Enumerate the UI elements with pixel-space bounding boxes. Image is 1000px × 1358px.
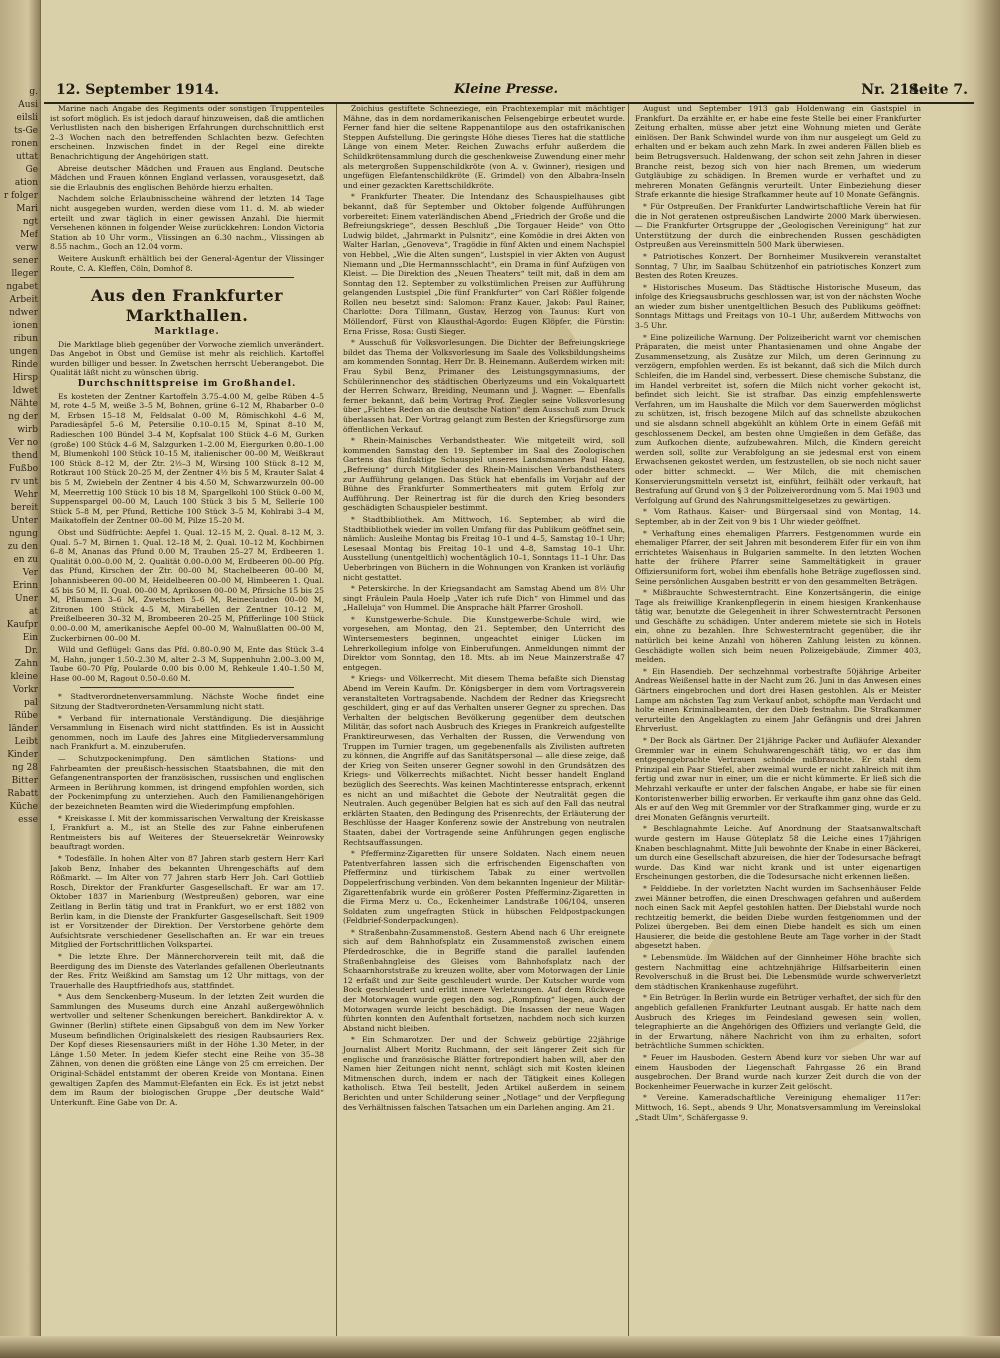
news-item: August und September 1913 gab Holdenwang ein Gastspiel in Frankfurt. Da erzählte er, er habe eine feste Stelle bei einer Frankfurter Zeitung erhalten, müsse aber jetzt eine Wohnung mieten und Geräte einlösen. Der Bank Schwindel wurde von ihm nur ausgelegt um Geld zu erhalten und er bekam auch zehn Mark. In zwei anderen Fällen blieb es beim Betrugsversuch. Haldenwang, der schon seit zehn Jahren in dieser Branche reist, bezog sich von hier nach Bremen, um wiederum Gutgläubige zu schädigen. In Bremen wurde er verhaftet und zu mehreren Monaten Gefängnis verurteilt. Unter Einbeziehung dieser Strafe erkannte die hiesige Strafkammer heute auf 10 Monate Gefängnis. xyxy=(635,104,921,200)
news-item: * Die letzte Ehre. Der Männerchorverein teilt mit, daß die Beerdigung des im Dienste des Vaterlandes gefallenen Oberleutnants der Res. Fritz Weißkind am Samstag um 12 Uhr mittags, von der Trauerhalle des Hauptfriedhofs aus, stattfindet. xyxy=(50,951,324,990)
news-item: * Lebensmüde. Im Wäldchen auf der Ginnheimer Höhe brachte sich gestern Nachmittag eine achtzehnjährige Hilfsarbeiterin einen Revolverschuß in die Brust bei. Die Lebensmüde wurde schwerverletzt dem städtischen Krankenhause zugeführt. xyxy=(635,953,921,991)
cut-off-text-fragment: Zahn xyxy=(14,659,38,669)
cut-off-text-fragment: Dr. xyxy=(24,646,38,656)
news-item: * Für Ostpreußen. Der Frankfurter Landwirtschaftliche Verein hat für die in Not geratenen ostpreußischen Landwirte 2000 Mark überwiesen. — Die Frankfurter Ortsgruppe der „Geologischen Vereinigung“ hat zur Unterstützung der durch die einbrechenden Russen geschädigten Ostpreußen aus Vereinsmitteln 500 Mark überwiesen. xyxy=(635,201,921,250)
cut-off-text-fragment: Uner xyxy=(14,594,38,604)
news-item: * Verhaftung eines ehemaligen Pfarrers. Festgenommen wurde ein ehemaliger Pfarrer, der seit Jahren mit besonderem Eifer für ein von ihm errichtetes Waisenhaus in Bulgarien sammelte. In den letzten Wochen hatte der frühere Pfarrer seine Sammeltätigkeit in grauer Offiziersuniform fort, wobei ihm ebenfalls hohe Beträge zugeflossen sind. Seine persönlichen Ausgaben bestritt er von den gesammelten Beträgen. xyxy=(635,528,921,586)
news-item: * Kreiskasse I. Mit der kommissarischen Verwaltung der Kreiskasse I, Frankfurt a. M., ist an Stelle des zur Fahne einberufenen Rentmeisters bis auf Weiteres der Steuersekretär Weinrowsky beauftragt worden. xyxy=(50,813,324,852)
news-item: * Vereine. Kameradschaftliche Vereinigung ehemaliger 117er: Mittwoch, 16. Sept., abends 9 Uhr, Monatsversammlung im Vereinslokal „Stadt Ulm“, Schäfergasse 9. xyxy=(635,1093,921,1122)
news-item: * Vom Rathaus. Kaiser- und Bürgersaal sind von Montag, 14. September, ab in der Zeit von 9 bis 1 Uhr wieder geöffnet. xyxy=(635,507,921,526)
news-item: * Peterskirche. In der Kriegsandacht am Samstag Abend um 8½ Uhr singt Fräulein Paula Hoelp „Vater ich rufe Dich“ von Himmel und das „Halleluja“ von Hummel. Die Ansprache hält Pfarrer Grosholl. xyxy=(343,584,625,613)
cut-off-text-fragment: ation xyxy=(14,178,38,188)
cut-off-text-fragment: kleine xyxy=(10,672,38,682)
news-item: * Stadtverordnetenversammlung. Nächste Woche findet eine Sitzung der Stadtverordneten-Versammlung nicht statt. xyxy=(50,692,324,712)
cut-off-text-fragment: Rübe xyxy=(14,711,38,721)
news-item: * Todesfälle. In hohen Alter von 87 Jahren starb gestern Herr Karl Jakob Benz, Inhaber des bekannten Uhrengeschäfts auf dem Rößmarkt. — Im Alter von 77 Jahren starb Herr Joh. Carl Gottlieb Rosch, Direktor der Frankfurter Gasgesellschaft. Er war am 17. Oktober 1837 in Marienburg (Westpreußen) geboren, war eine Zeitlang in Berlin tätig und trat in Frankfurt, wo er erst 1882 von Berlin kam, in die Dienste der Frankfurter Gasgesellschaft. Seit 1909 ist er Vorsitzender der Direktion. Der Verstorbene gehörte dem Aufsichtsrate verschiedener Gesellschaften an. Er war ein treues Mitglied der Fortschrittlichen Volkspartei. xyxy=(50,853,324,950)
divider xyxy=(80,277,294,278)
cut-off-text-fragment: ngung xyxy=(9,529,38,539)
news-item: * Stadtbibliothek. Am Mittwoch, 16. September, ab wird die Stadtbibliothek wieder im vollen Umfang für das Publikum geöffnet sein, nämlich: Ausleihe Montag bis Freitag 10–1 und 4–5, Samstag 10–1 Uhr; Lesesaal Montag bis Freitag 10–1 und 4–8, Samstag 10–1 Uhr. Ausstellung (unentgeltlich) wochentäglich 10–1, Sonntags 11–1 Uhr. Das Ueberbringen von Büchern in die Wohnungen von Kranken ist vorläufig nicht gestattet. xyxy=(343,514,625,582)
cut-off-text-fragment: Arbeit xyxy=(9,295,38,305)
cut-off-text-fragment: at xyxy=(29,607,38,617)
cut-off-text-fragment: ungen xyxy=(9,347,38,357)
issue-number: Nr. 214. xyxy=(861,82,924,98)
news-item: * Straßenbahn-Zusammenstoß. Gestern Abend nach 6 Uhr ereignete sich auf dem Bahnhofsplatz ein Zusammenstoß zwischen einem Pferdedroschke, die in Begriffe stand die parallel laufenden Straßenbahngleise des Gleises vom Bahnhofsplatz nach der Schaarnhorststraße zu kreuzen wollte, aber vom Motorwagen der Linie 12 erfaßt und zur Seite geschleudert wurde. Der Kutscher wurde vom Bock geschleudert und erlitt innere Verletzungen. Auf dem Rückwege der Motorwagen wurde gegen den sog. „Rompfzug“ liegen, auch der Motorwagen wurde leicht beschädigt. Die Insassen der neue Wagen führten konnten den Aufenthalt fortsetzen, nachdem noch sich kurzen Abstand nicht bleiben. xyxy=(343,927,625,1033)
news-item: * Feuer im Hausboden. Gestern Abend kurz vor sieben Uhr war auf einem Hausboden der Liegenschaft Fahrgasse 26 ein Brand ausgebrochen. Der Brand wurde nach kurzer Zeit durch die von der Bockenheimer Feuerwache in kurzer Zeit gelöscht. xyxy=(635,1053,921,1091)
cut-off-text-fragment: lleger xyxy=(11,269,38,279)
cut-off-text-fragment: länder xyxy=(8,724,38,734)
column-3 xyxy=(628,104,921,1336)
article-paragraph: Marine nach Angabe des Regiments oder sonstigen Truppenteiles ist sofort möglich. Es ist jedoch darauf hinzuweisen, daß die amtlichen Verlustlisten nach den bisherigen Erfahrungen durchschnittlich erst 2–3 Wochen nach den betreffenden Schlachten bezw. Gefechten erscheinen. Inzwischen findet in der Regel eine direkte Benachrichtigung der Angehörigen statt. xyxy=(50,104,324,161)
news-item: — Schutzpockenimpfung. Den sämtlichen Stations- und Fahrbeamten der preußisch-hessischen Staatsbahnen, die mit den Gefangenentransporten der französischen, russischen und englischen Armeen in Berührung kommen, ist dringend empfohlen worden, sich der Pockenimpfung zu unterziehen. Auch den Familienangehörigen der bezeichneten Beamten wird die Wiederimpfung empfohlen. xyxy=(50,754,324,811)
cut-off-text-fragment: Ausi xyxy=(18,100,38,110)
cut-off-text-fragment: en zu xyxy=(13,555,38,565)
news-item: * Ein Hasendieb. Der sechzehnmal vorbestrafte 50jährige Arbeiter Andreas Weißensel hatte in der Nacht zum 26. Juni in das Anwesen eines Gärtners eingebrochen und dort drei Hasen gestohlen. Als er Meister Lampe am nächsten Tag zum Verkauf anbot, schöpfte man Verdacht und holte einen Kriminalbeamten, der den Dieb festnahm. Die Strafkammer verurteilte den Angeklagten zu einem Jahr Gefängnis und drei Jahren Ehrverlust. xyxy=(635,666,921,734)
cut-off-text-fragment: Mef xyxy=(20,230,38,240)
cut-off-text-fragment: Küche xyxy=(9,802,38,812)
cut-off-text-fragment: Rinde xyxy=(11,360,38,370)
column-2 xyxy=(336,104,625,1336)
cut-off-text-fragment: esse xyxy=(18,815,38,825)
news-item: * Felddiebe. In der vorletzten Nacht wurden im Sachsenhäuser Felde zwei Männer betroffen, die einen Dreschwagen gefahren und außerdem noch einen Sack mit Aepfel gestohlen hatten. Der Diebstahl wurde noch rechtzeitig bemerkt, die beiden Diebe wurden festgenommen und der Polizei übergeben. Bei dem einen Diebe handelt es sich um einen Hausierer, die beide die gestohlene Beute am Tage vorher in der Stadt abgesetzt haben. xyxy=(635,883,921,951)
cut-off-text-fragment: wirb xyxy=(17,425,38,435)
cut-off-text-fragment: sener xyxy=(12,256,38,266)
cut-off-text-fragment: Unter xyxy=(11,516,38,526)
cut-off-text-fragment: thend xyxy=(11,451,38,461)
cut-off-text-fragment: ldwet xyxy=(12,386,38,396)
cut-off-text-fragment: g. xyxy=(29,87,38,97)
news-item: * Ein Schmarotzer. Der und der Schweiz gebürtige 22jährige Journalist Albert Moritz Ruchmann, der seit längerer Zeit sich für englische und französische Blätter fortrepondiert haben will, aber den Namen hier Zeitungen nicht nennt, schlägt sich mit Kosten kleinen Mitmenschen durch, indem er nach der Tätigkeit eines Kollegen katholisch. Etwa Teil bestellt, Jeden Artikel außerdem in seinem Berichten und unter Schilderung seiner „Notlage“ und der Verpflegung des Verhältnissen falschen Tatsachen um ein Darlehen anging. Am 21. xyxy=(343,1035,625,1112)
news-item: Zoichius gestiftete Schneeziege, ein Prachtexemplar mit mächtiger Mähne, das in dem nordamerikanischen Felsengebirge erbeutet wurde. Ferner fand hier die seltene Rappenantilope aus den ostafrikanischen Steppen Aufstellung. Die geringste Höhe dieses Tieres hat die stattliche Länge von einem Meter. Reichen Zuwachs erfuhr außerdem die Schildkrötensammlung durch die geschenkweise Zuwendung einer mehr als metergroßen Suppenschildkröte (von A. v. Gwinner), riesigen und ungefügen Elefantenschildkröte (E. Grimdel) von den Albabra-Inseln und einer gezackten Karettschildkröte. xyxy=(343,104,625,190)
news-item: * Frankfurter Theater. Die Intendanz des Schauspielhauses gibt bekannt, daß für September und Oktober folgende Aufführungen vorbereitet: Einem vaterländischen Abend „Friedrich der Große und die Befreiungskriege“, dessen Beschluß „Die Torgauer Heide“ von Otto Ludwig bildet, „Jahrmarkt in Pulsnitz“, eine Komödie in drei Akten von Walter Harlan, „Genoveva“, Tragödie in fünf Akten und einem Nachspiel von Hebbel, „Wie die Alten sungen“, Lustspiel in vier Akten von August Niemann und „Die Hermannsschlacht“, ein Drama in fünf Aufzügen von Kleist. — Die Direktion des „Neuen Theaters“ teilt mit, daß in dem am Sonntag den 12. September zu volkstümlichen Preisen zur Aufführung gelangenden Lustspiel „Die fünf Frankfurter“ von Carl Rößler folgende Rollen neu besetzt sind: Salomon: Franz Kauer, Jakob: Paul Rainer, Charlotte: Dora Tillmann, Gustav, Herzog von Taunus: Kurt von Möllendorf, Fürst von Klausthal-Agordo: Eugen Klöpfer, die Fürstin: Erna Frisse, Rosa: Gusti Sieger. xyxy=(343,192,625,336)
cut-off-text-fragment: zu den xyxy=(7,542,38,552)
cut-off-text-fragment: Ein xyxy=(22,633,38,643)
cut-off-text-fragment: Ver no xyxy=(8,438,38,448)
news-item: * Ein Betrüger. In Berlin wurde ein Betrüger verhaftet, der sich für den angeblich gefallenen Frankfurter Leutnant ausgab. Er hatte nach dem Ausbruch des Krieges im Feindesland gewesen sein wollen, telegraphierte an die Angehörigen des Offiziers und verlangte Geld, die in der Erwartung, nähere Nachricht von ihm zu erhalten, sofort beträchtliche Summen schickten. xyxy=(635,993,921,1051)
newspaper-title: Kleine Presse. xyxy=(454,82,559,97)
cut-off-text-fragment: ionen xyxy=(12,321,38,331)
news-item: * Beschlagnahmte Leiche. Auf Anordnung der Staatsanwaltschaft wurde gestern im Hause Güteplatz 58 die Leiche eines 17jährigen Knaben beschlagnahmt. Mitte Juli bewohnte der Knabe in einer Bäckerei, um durch eine Gesellschaft abzureisen, die hier der Todesursache befragt wurde. Das Kind war nicht krank und ist unter eigenartigen Erscheinungen gestorben, die die Todesursache nicht erkennen ließen. xyxy=(635,824,921,882)
issue-date: 12. September 1914. xyxy=(56,82,220,98)
article-paragraph: Weitere Auskunft erhältlich bei der General-Agentur der Vlissinger Route, C. A. Kleffen, Cöln, Domhof 8. xyxy=(50,253,324,273)
price-list: Obst und Südfrüchte: Aepfel 1. Qual. 12–15 M, 2. Qual. 8–12 M, 3. Qual. 5–7 M, Birnen 1. Qual. 12–18 M, 2. Qual. 10–12 M, Kochbirnen 6–8 M, Ananas das Pfund 0.00 M, Trauben 25–27 M, Erdbeeren 1. Qualität 0.00–0.00 M, 2. Qualität 0.00–0.00 M, Erdbeeren 00–00 Pfg. das Pfund, Kirschen der Ztr. 00–00 M, Stachelbeeren 00–00 M, Johannisbeeren 00–00 M, Heidelbeeren 00–00 M, Himbeeren 1. Qual. 45 bis 50 M, II. Qual. 00–00 M, Aprikosen 00–00 M, Pfirsiche 15 bis 25 M, Pflaumen 3–6 M, Zwetschen 5–6 M, Reineclauden 00–00 M, Zitronen 100 Stück 4–5 M, Mirabellen der Zentner 10–12 M, Preißelbeeren 30–32 M, Brombeeren 20–25 M, Pfifferlinge 100 Stück 0.00–0.00 M, amerikanische Aepfel 00–00 M, Walnußlatten 00–00 M, Zuckerbirnen 00–00 M. xyxy=(50,527,324,643)
cut-off-text-fragment: uttat xyxy=(15,152,38,162)
news-item: * Verband für internationale Verständigung. Die diesjährige Versammlung in Eisenach wird nicht stattfinden. Es ist in Aussicht genommen, noch im Laufe des Jahres eine Mitgliederversammlung nach Frankfurt a. M. einzuberufen. xyxy=(50,713,324,752)
right-page-edge xyxy=(972,0,1000,1358)
article-paragraph: Nachdem solche Erlaubnisscheine während der letzten 14 Tage nicht ausgegeben wurden, werden diese vom 11. d. M. ab wieder erteilt und zwar täglich in einer gewissen Anzahl. Die hiermit Versehenen können in folgender Weise zurückkehren: London Victoria Station ab 10 Uhr vorm., Vlissingen an 6.30 nachm., Vlissingen ab 8.55 nachm., Goch an 12.04 vorm. xyxy=(50,194,324,252)
left-gutter-fragments xyxy=(0,0,41,1358)
page-number: Seite 7. xyxy=(908,82,968,98)
cut-off-text-fragment: eilsli xyxy=(16,113,38,123)
cut-off-text-fragment: Vorkr xyxy=(12,685,38,695)
cut-off-text-fragment: ng 28 xyxy=(12,763,38,773)
cut-off-text-fragment: Erinn xyxy=(12,581,38,591)
cut-off-text-fragment: Wehr xyxy=(14,490,38,500)
market-intro: Die Marktlage blieb gegenüber der Vorwoche ziemlich unverändert. Das Angebot in Obst und Gemüse ist mehr als reichlich. Kartoffel wurden billiger und besser. In Zwetschen herrscht Ueberangebot. Die Qualität läßt nicht zu wünschen übrig. xyxy=(50,339,324,378)
cut-off-text-fragment: Hirsp xyxy=(12,373,38,383)
cut-off-text-fragment: ng der xyxy=(8,412,38,422)
cut-off-text-fragment: Fußbo xyxy=(8,464,38,474)
news-item: * Pfefferminz-Zigaretten für unsere Soldaten. Nach einem neuen Patentverfahren lassen sich die erfrischenden Eigenschaften von Pfefferminz und türkischem Tabak zu einer wertvollen Doppelerfrischung verbinden. Von dem bekannten Ingenieur der Militär-Zigarettenfabrik wurde ein größerer Posten Pfefferminz-Zigaretten in die Firma Merz u. Co., Eckenheimer Landstraße 106/104, unseren Soldaten zum ungefragten Stück in hübschen Feldpostpackungen (Feldbrief-Sonderpackungen). xyxy=(343,849,625,926)
cut-off-text-fragment: ngt xyxy=(22,217,38,227)
news-item: * Kunstgewerbe-Schule. Die Kunstgewerbe-Schule wird, wie vorgesehen, am Montag, den 21. September, den Unterricht des Wintersemesters beginnen, ungeachtet einiger Lücken im Lehrerkollegium infolge von Einberufungen. Anmeldungen nimmt der Direktor vom Sonntag, den 18. Mts. ab im Neue Mainzerstraße 47 entgegen. xyxy=(343,614,625,672)
news-item: * Ausschuß für Volksvorlesungen. Die Dichter der Befreiungskriege bildet das Thema der Volksvorlesung im Saale des Volksbildungsheims am kommenden Sonntag. Herr Dr. B. Heinemann. Außerdem wirken mit: Frau Sybil Benz, Primaner des Leistungsgymnasiums, der Schülerinnenchor des städtischen Oberlyzeums und ein Vokalquartett der Herren Schwarz, Breiding, Neumann und J. Wagner. — Ebenfalls ferner bekannt, daß beim Vortrag Prof. Ziegler seine Volksvorlesung über „Fichtes Reden an die deutsche Nation“ dem Ausschuß zum Druck überlassen hat. Der Vortrag gelangt zum Besten der Kriegsfürsorge zum öffentlichen Verkauf. xyxy=(343,338,625,434)
news-item: * Aus dem Senckenberg-Museum. In der letzten Zeit wurden die Sammlungen des Museums durch eine Anzahl außergewöhnlich wertvoller und seltener Schenkungen bereichert. Bankdirektor A. v. Gwinner (Berlin) stiftete einen Gipsabguß von dem im New Yorker Museum befindlichen Originalskelett des riesigen Raubsauriers Rex. Der Kopf dieses Riesensauriers mißt in der Höhe 1.30 Meter, in der Länge 1.50 Meter. In jedem Kiefer stecht eine Reihe von 35–38 Zähnen, von denen die größten eine Länge von 25 cm erreichen. Der Original-Schädel entstammt der oberen Kreide von Montana. Einen gewaltigen Zapfen des Mammut-Elefanten ein Eck. Es ist jetzt nebst dem im Raum der biologischen Gruppe „Der deutsche Wald“ Unterkunft. Eine Gabe von Dr. A. xyxy=(50,992,324,1107)
cut-off-text-fragment: bereit xyxy=(10,503,38,513)
news-item: * Patriotisches Konzert. Der Bornheimer Musikverein veranstaltet Sonntag, 7 Uhr, im Saalbau Schützenhof ein patriotisches Konzert zum Besten des Roten Kreuzes. xyxy=(635,251,921,281)
cut-off-text-fragment: ribun xyxy=(13,334,38,344)
cut-off-text-fragment: ndwer xyxy=(9,308,38,318)
cut-off-text-fragment: r folger xyxy=(3,191,38,201)
news-item: * Rhein-Mainisches Verbandstheater. Wie mitgeteilt wird, soll kommenden Samstag den 19. September im Saal des Zoologischen Gartens das fünfaktige Schauspiel unseres Landsmannes Paul Haag, „Befreiung“ durch Mitglieder des Rhein-Mainischen Verbandstheaters zur Aufführung gelangen. Das Stück hat ebenfalls im Vorjahr auf der Bühne des Frankfurter Sommertheaters mit gutem Erfolg zur Aufführung. Der Reinertrag ist für die durch den Krieg besonders geschädigten Schauspieler bestimmt. xyxy=(343,436,625,513)
cut-off-text-fragment: ronen xyxy=(11,139,38,149)
cut-off-text-fragment: rv unt xyxy=(10,477,38,487)
market-subtitle: Marktlage. xyxy=(154,327,220,338)
market-section-title: Aus den Frankfurter Markthallen. xyxy=(90,286,284,326)
price-list: Wild und Geflügel: Gans das Pfd. 0.80–0.90 M, Ente das Stück 3–4 M, Hahn, junger 1.50–2.30 M, alter 2–3 M, Suppenhuhn 2.00–3.00 M, Taube 60–70 Pfg, Poularde 0.00 bis 0.00 M, Rehkeule 1.40–1.50 M, Hase 00–00 M, Ragout 0.50–0.60 M. xyxy=(50,645,324,683)
cut-off-text-fragment: Leibt xyxy=(14,737,38,747)
cut-off-text-fragment: Ge xyxy=(25,165,38,175)
page-header xyxy=(44,82,974,104)
cut-off-text-fragment: Bitter xyxy=(11,776,38,786)
cut-off-text-fragment: Ver xyxy=(22,568,38,578)
cut-off-text-fragment: Mari xyxy=(16,204,38,214)
news-item: * Eine polizeiliche Warnung. Der Polizeibericht warnt vor chemischen Präparaten, die meist unter Phantasienamen und ohne Angabe der Zusammensetzung, als Zusätze zur Milch, um deren Gerinnung zu verzögern, empfohlen werden. Es ist bekannt, daß sich die Milch durch Schleifen, die im Handel sind, verbessert. Diese chemische Substanz, die im Handel verbreitet ist, sofern die Milch nicht vorher gekocht ist, befindet sich leicht. Sie ist strafbar. Das einzig empfehlenswerte Verfahren, um im Haushalte die Milch vor dem Sauerwerden möglichst zu schützen, ist, frisch bezogene Milch auf das schnellste abzukochen und sie alsdann schnell abgekühlt an kühlem Orte in einem Gefäß mit geschlossenem Deckel, am besten ohne Umgießen in dem Gefäße, das zum Aufkochen diente, aufzubewahren. Milch, die Kindern gereicht werden soll, sollte zur Verabfolgung an sie jedesmal erst von einem Erwachsenen gekostet werden, um festzustellen, ob sie noch nicht sauer oder bitter schmeckt. — Wer Milch, die mit chemischen Konservierungsmitteln versetzt ist, einführt, feilhält oder verkauft, hat Bestrafung auf Grund von § 3 der Polizeiverordnung vom 5. Mai 1903 und Verfolgung auf Grund des Nahrungsmittelgesetzes zu gewärtigen. xyxy=(635,332,921,505)
news-item: * Der Bock als Gärtner. Der 21jährige Packer und Aufläufer Alexander Gremmler war in einem Schuhwarengeschäft tätig, wo er das ihm entgegengebrachte Vertrauen schnöde mißbrauchte. Er stahl dem Prinzipal ein Paar Stiefel, aber zweimal wurde er nicht zahlreich mit ihm fertig und zwar nur in einer, um die er nicht kümmerte. Er ließ sich die Mehrzahl verkaufte er unter der falschen Angabe, er habe sie für einen Kontoristenwerber billig erworben. Er verkaufte ihm ganz ohne das Geld. Als er auf den Weg mit Gremmler vor der Strafkammer ging, wurde er zu drei Monaten Gefängnis verurteilt. xyxy=(635,736,921,822)
article-paragraph: Abreise deutscher Mädchen und Frauen aus England. Deutsche Mädchen und Frauen können England verlassen, vorausgesetzt, daß sie die Erlaubnis des englischen Behörde hierzu erhalten. xyxy=(50,163,324,192)
cut-off-text-fragment: verw xyxy=(15,243,38,253)
price-list: Es kosteten der Zentner Kartoffeln 3.75–4.00 M, gelbe Rüben 4–5 M, rote 4–5 M, weiße 3–5 M, Bohnen, grüne 6–12 M, Rhabarber 0–0 M, Erbsen 15–18 M, Feldsalat 0–00 M, Römischkohl 4–6 M, Paradiesäpfel 5–6 M, Petersilie 0.10–0.15 M, Spinat 8–10 M, Radieschen 100 Bündel 3–4 M, Kopfsalat 100 Stück 4–6 M, Gurken (große) 100 Stück 4–6 M, Salzgurken 1–2.00 M, Eiergurken 0.80–1.00 M, Blumenkohl 100 Stück 10–15 M, italienischer 00–00 M, Weißkraut 100 Stück 8–12 M, der Ztr. 2½–3 M, Wirsing 100 Stück 8–12 M, Rotkraut 100 Stück 20–25 M, der Zentner 4½ bis 5 M, Krauter Salat 4 bis 5 M, Zwiebeln der Zentner 4 bis 4.50 M, Schwarzwurzeln 00–00 M, Meerrettig 100 Stück 10 bis 18 M, Spargelkohl 100 Stück 0–00 M, Suppenspargel 00–00 M, Lauch 100 Stück 3 bis 5 M, Sellerie 100 Stück 5–8 M, per Pfund, Rettiche 100 Stück 3–5 M, Kohlrabi 3–4 M, Maikatoffeln der Zentner 00–00 M, Pilze 15–20 M. xyxy=(50,391,324,526)
cut-off-text-fragment: ngabet xyxy=(6,282,38,292)
news-item: * Kriegs- und Völkerrecht. Mit diesem Thema befaßte sich Dienstag Abend im Verein Kaufm. Dr. Königsberger in dem vom Vortragsverein veranstalteten Vortragsabende. Nachdem der Redner das Kriegsrecht geschildert, ging er auf das Verhalten unserer Gegner zu sprechen. Das Verhalten der belgischen Bevölkerung gegenüber dem deutschen Militär, das sofort nach Ausbruch des Krieges in Frankreich aufgestellte Franktireurwesen, das Verhalten der Russen, die Verwendung von Truppen im Turnier tragen, um gegebenenfalls als Zivilisten auftreten zu können, die Angriffe auf das Sanitätspersonal — alle diese zeige, daß der Krieg von Seiten unserer Gegner sowohl in den Grundsätzen des Kriegs- und Völkerrechts mißachtet. Nicht besser handelt England bezüglich des Seerechts. Was keinen Machtinteresse entsprach, erkennt es nicht an und mißachtet die Gebote der Neutralität gegen die Neutralen. Auch gegenüber Belgien hat es sich auf den Fall das neutral erklärten Staaten, den Bedingung des Prisenrechts, der Erläuterung der Beschlüsse der Haager Konferenz sowie der Anstrebung von neutralen Staaten, dabei der Vortragende seine Anführungen gegen englische Rechtsauffassungen. xyxy=(343,674,625,847)
cut-off-text-fragment: Kaufpr xyxy=(6,620,38,630)
bottom-page-edge xyxy=(0,1336,1000,1358)
cut-off-text-fragment: pal xyxy=(23,698,38,708)
news-item: * Mißbrauchte Schwesterntracht. Eine Konzertsängerin, die einige Tage als freiwillige Krankenpflegerin in einem hiesigen Krankenhause tätig war, benutzte die Gelegenheit in ihrer Schwesterntracht Personen und Geschäfte zu schädigen. Unter anderem mietete sie sich in Hotels ein, ohne zu bezahlen. Ihre Schwesterntracht gegenüber, die ihr natürlich bei keine Anzahl von höheren Zahlung leisten zu können. Geschädigte wollen sich beim neuen Polizeigebäude, Zimmer 403, melden. xyxy=(635,588,921,665)
news-item: * Historisches Museum. Das Städtische Historische Museum, das infolge des Kriegsausbruchs geschlossen war, ist von der nächsten Woche an wieder zum bisher unentgeltlichen Besuch des Publikums geöffnet: Sonntags Mittags und Freitags von 10–1 Uhr, außerdem Mittwochs von 3–5 Uhr. xyxy=(635,282,921,331)
divider xyxy=(80,687,294,688)
column-1 xyxy=(50,104,324,1336)
cut-off-text-fragment: ts-Ge xyxy=(14,126,38,136)
cut-off-text-fragment: Rabatt xyxy=(7,789,38,799)
prices-title: Durchschnittspreise im Großhandel. xyxy=(77,379,297,390)
cut-off-text-fragment: Kinder xyxy=(7,750,38,760)
cut-off-text-fragment: Nähte xyxy=(10,399,38,409)
